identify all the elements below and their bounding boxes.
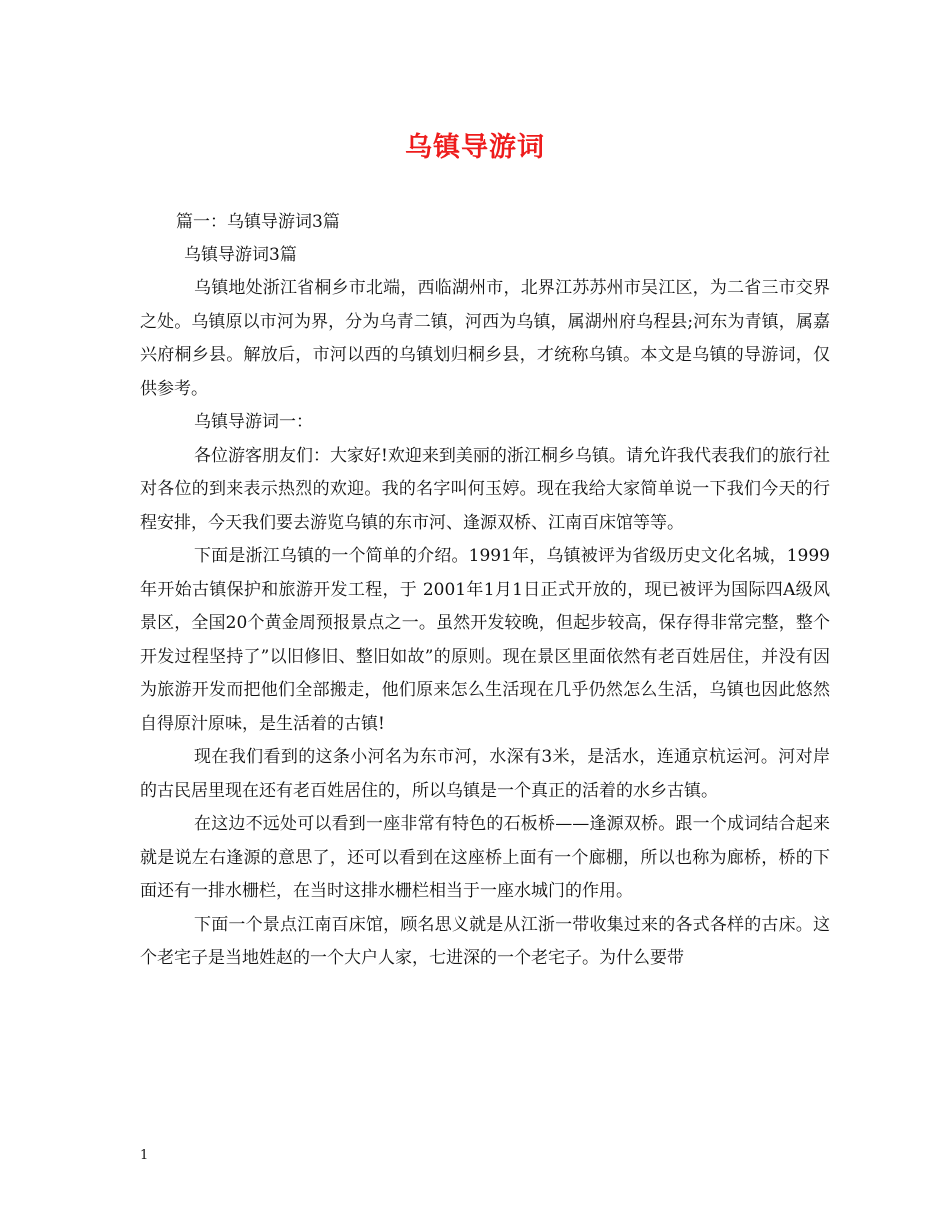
section-heading: 篇一：乌镇导游词3篇 [176, 212, 340, 232]
paragraph-fengyuan-bridge: 在这边不远处可以看到一座非常有特色的石板桥——逢源双桥。跟一个成词结合起来就是说左右逢源的意思了，还可以看到在这座桥上面有一个廊棚，所以也称为廊桥，桥的下面还有一排水栅栏，在当时这排水栅栏相当于一座水城门的作用。 [140, 814, 830, 901]
paragraph-welcome: 各位游客朋友们：大家好!欢迎来到美丽的浙江桐乡乌镇。请允许我代表我们的旅行社对各位的到来表示热烈的欢迎。我的名字叫何玉婷。现在我给大家简单说一下我们今天的行程安排，今天我们要去游览乌镇的东市河、逢源双桥、江南百床馆等等。 [140, 445, 830, 533]
paragraph-dongshi-river: 现在我们看到的这条小河名为东市河，水深有3米，是活水，连通京杭运河。河对岸的古民居里现在还有老百姓居住的，所以乌镇是一个真正的活着的水乡古镇。 [140, 747, 830, 801]
body-text [140, 272, 830, 976]
paragraph-bed-museum: 下面一个景点江南百床馆，顾名思义就是从江浙一带收集过来的各式各样的古床。这个老宅子是当地姓赵的一个大户人家，七进深的一个老宅子。为什么要带 [140, 914, 830, 968]
paragraph-introduction: 下面是浙江乌镇的一个简单的介绍。1991年，乌镇被评为省级历史文化名城，1999年开始古镇保护和旅游开发工程，于 2001年1月1日正式开放的，现已被评为国际四A级风景区，全国20个黄金周预报景点之一。虽然开发较晚，但起步较高，保存得非常完整，整个开发过程坚持了”以旧修旧、整旧如故”的原则。现在景区里面依然有老百姓居住，并没有因为旅游开发而把他们全部搬走，他们原来怎么生活现在几乎仍然怎么生活，乌镇也因此悠然自得原汁原味，是生活着的古镇! [140, 546, 830, 734]
page-number: 1 [140, 1148, 149, 1163]
paragraph-intro: 乌镇地处浙江省桐乡市北端，西临湖州市，北界江苏苏州市吴江区，为二省三市交界之处。乌镇原以市河为界，分为乌青二镇，河西为乌镇，属湖州府乌程县;河东为青镇，属嘉兴府桐乡县。解放后，市河以西的乌镇划归桐乡县，才统称乌镇。本文是乌镇的导游词，仅供参考。 [140, 278, 830, 399]
paragraph-guide-one-heading: 乌镇导游词一： [194, 412, 313, 432]
subheading: 乌镇导游词3篇 [184, 245, 297, 265]
document-title: 乌镇导游词 [405, 132, 545, 163]
